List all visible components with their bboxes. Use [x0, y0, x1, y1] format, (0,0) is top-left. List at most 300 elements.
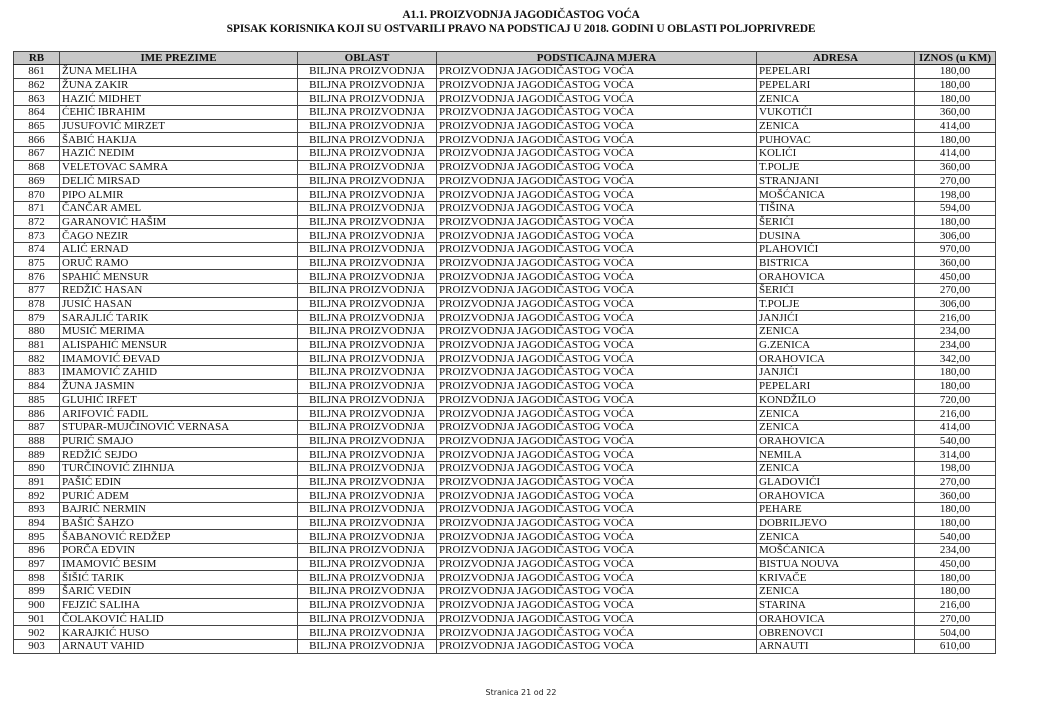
cell-ime-prezime: REDŽIĆ SEJDO: [60, 448, 298, 462]
cell-ime-prezime: ALISPAHIĆ MENSUR: [60, 338, 298, 352]
cell-rb: 887: [14, 420, 60, 434]
cell-rb: 882: [14, 352, 60, 366]
table-row: [14, 598, 996, 612]
cell-iznos: 216,00: [915, 598, 996, 612]
cell-rb: 877: [14, 284, 60, 298]
cell-iznos: 198,00: [915, 461, 996, 475]
cell-ime-prezime: ARNAUT VAHID: [60, 639, 298, 653]
cell-rb: 892: [14, 489, 60, 503]
cell-oblast: BILJNA PROIZVODNJA: [298, 188, 437, 202]
cell-adresa: MOŠĆANICA: [757, 544, 915, 558]
cell-oblast: BILJNA PROIZVODNJA: [298, 229, 437, 243]
cell-podsticajna-mjera: PROIZVODNJA JAGODIČASTOG VOĆA: [437, 147, 757, 161]
cell-ime-prezime: DELIĆ MIRSAD: [60, 174, 298, 188]
cell-iznos: 180,00: [915, 65, 996, 79]
cell-oblast: BILJNA PROIZVODNJA: [298, 530, 437, 544]
cell-ime-prezime: ORUČ RAMO: [60, 256, 298, 270]
cell-adresa: ORAHOVICA: [757, 270, 915, 284]
table-row: [14, 119, 996, 133]
cell-rb: 894: [14, 516, 60, 530]
cell-ime-prezime: BAŠIĆ ŠAHZO: [60, 516, 298, 530]
cell-rb: 883: [14, 366, 60, 380]
cell-ime-prezime: GLUHIĆ IRFET: [60, 393, 298, 407]
cell-iznos: 180,00: [915, 379, 996, 393]
cell-iznos: 234,00: [915, 325, 996, 339]
cell-adresa: T.POLJE: [757, 297, 915, 311]
cell-rb: 862: [14, 78, 60, 92]
cell-rb: 865: [14, 119, 60, 133]
cell-iznos: 360,00: [915, 160, 996, 174]
cell-adresa: VUKOTIĆI: [757, 106, 915, 120]
table-row: [14, 174, 996, 188]
cell-adresa: ŠERIĆI: [757, 284, 915, 298]
cell-iznos: 234,00: [915, 338, 996, 352]
table-row: [14, 270, 996, 284]
cell-ime-prezime: ALIĆ ERNAD: [60, 242, 298, 256]
cell-rb: 903: [14, 639, 60, 653]
table-row: [14, 448, 996, 462]
cell-iznos: 360,00: [915, 489, 996, 503]
cell-oblast: BILJNA PROIZVODNJA: [298, 78, 437, 92]
table-row: [14, 256, 996, 270]
cell-podsticajna-mjera: PROIZVODNJA JAGODIČASTOG VOĆA: [437, 489, 757, 503]
document-subtitle: SPISAK KORISNIKA KOJI SU OSTVARILI PRAVO NA PODSTICAJ U 2018. GODINI U OBLASTI POLJOPRIVREDE: [226, 23, 816, 35]
cell-podsticajna-mjera: PROIZVODNJA JAGODIČASTOG VOĆA: [437, 92, 757, 106]
cell-iznos: 180,00: [915, 78, 996, 92]
cell-adresa: ZENICA: [757, 461, 915, 475]
cell-oblast: BILJNA PROIZVODNJA: [298, 201, 437, 215]
cell-adresa: STRANJANI: [757, 174, 915, 188]
header-iznos: IZNOS (u KM): [915, 52, 996, 65]
cell-podsticajna-mjera: PROIZVODNJA JAGODIČASTOG VOĆA: [437, 379, 757, 393]
table-row: [14, 585, 996, 599]
cell-iznos: 180,00: [915, 571, 996, 585]
cell-ime-prezime: ŽUNA MELIHA: [60, 65, 298, 79]
cell-ime-prezime: PORČA EDVIN: [60, 544, 298, 558]
table-row: [14, 420, 996, 434]
cell-iznos: 360,00: [915, 256, 996, 270]
cell-ime-prezime: TURČINOVIĆ ZIHNIJA: [60, 461, 298, 475]
cell-rb: 872: [14, 215, 60, 229]
cell-oblast: BILJNA PROIZVODNJA: [298, 297, 437, 311]
cell-rb: 899: [14, 585, 60, 599]
header-adresa: ADRESA: [757, 52, 915, 65]
cell-adresa: PUHOVAC: [757, 133, 915, 147]
cell-iznos: 314,00: [915, 448, 996, 462]
table-row: [14, 160, 996, 174]
cell-iznos: 342,00: [915, 352, 996, 366]
cell-podsticajna-mjera: PROIZVODNJA JAGODIČASTOG VOĆA: [437, 530, 757, 544]
cell-iznos: 180,00: [915, 215, 996, 229]
header-ime-prezime: IME PREZIME: [60, 52, 298, 65]
cell-ime-prezime: ŠIŠIĆ TARIK: [60, 571, 298, 585]
cell-oblast: BILJNA PROIZVODNJA: [298, 393, 437, 407]
cell-oblast: BILJNA PROIZVODNJA: [298, 338, 437, 352]
cell-adresa: TIŠINA: [757, 201, 915, 215]
table-row: [14, 106, 996, 120]
cell-rb: 884: [14, 379, 60, 393]
cell-ime-prezime: VELETOVAC SAMRA: [60, 160, 298, 174]
cell-rb: 901: [14, 612, 60, 626]
cell-oblast: BILJNA PROIZVODNJA: [298, 639, 437, 653]
cell-oblast: BILJNA PROIZVODNJA: [298, 65, 437, 79]
cell-oblast: BILJNA PROIZVODNJA: [298, 557, 437, 571]
cell-podsticajna-mjera: PROIZVODNJA JAGODIČASTOG VOĆA: [437, 160, 757, 174]
cell-ime-prezime: PURIĆ ADEM: [60, 489, 298, 503]
table-row: [14, 544, 996, 558]
cell-adresa: PEHARE: [757, 503, 915, 517]
cell-podsticajna-mjera: PROIZVODNJA JAGODIČASTOG VOĆA: [437, 284, 757, 298]
cell-adresa: ZENICA: [757, 92, 915, 106]
cell-ime-prezime: HAZIĆ MIDHET: [60, 92, 298, 106]
table-row: [14, 297, 996, 311]
cell-ime-prezime: HAZIĆ NEDIM: [60, 147, 298, 161]
cell-ime-prezime: MUSIĆ MERIMA: [60, 325, 298, 339]
header-oblast: OBLAST: [298, 52, 437, 65]
cell-oblast: BILJNA PROIZVODNJA: [298, 174, 437, 188]
cell-podsticajna-mjera: PROIZVODNJA JAGODIČASTOG VOĆA: [437, 461, 757, 475]
table-row: [14, 284, 996, 298]
cell-oblast: BILJNA PROIZVODNJA: [298, 133, 437, 147]
cell-podsticajna-mjera: PROIZVODNJA JAGODIČASTOG VOĆA: [437, 393, 757, 407]
cell-rb: 885: [14, 393, 60, 407]
header-podsticajna-mjera: PODSTICAJNA MJERA: [437, 52, 757, 65]
cell-rb: 888: [14, 434, 60, 448]
cell-podsticajna-mjera: PROIZVODNJA JAGODIČASTOG VOĆA: [437, 256, 757, 270]
cell-adresa: ZENICA: [757, 119, 915, 133]
cell-rb: 889: [14, 448, 60, 462]
table-row: [14, 639, 996, 653]
cell-oblast: BILJNA PROIZVODNJA: [298, 544, 437, 558]
cell-iznos: 360,00: [915, 106, 996, 120]
cell-ime-prezime: PAŠIĆ EDIN: [60, 475, 298, 489]
cell-adresa: ZENICA: [757, 325, 915, 339]
cell-ime-prezime: PIPO ALMIR: [60, 188, 298, 202]
table-row: [14, 92, 996, 106]
cell-adresa: G.ZENICA: [757, 338, 915, 352]
cell-oblast: BILJNA PROIZVODNJA: [298, 106, 437, 120]
cell-oblast: BILJNA PROIZVODNJA: [298, 571, 437, 585]
cell-ime-prezime: FEJZIĆ SALIHA: [60, 598, 298, 612]
table-row: [14, 379, 996, 393]
cell-podsticajna-mjera: PROIZVODNJA JAGODIČASTOG VOĆA: [437, 215, 757, 229]
table-row: [14, 489, 996, 503]
cell-ime-prezime: IMAMOVIĆ BESIM: [60, 557, 298, 571]
cell-rb: 876: [14, 270, 60, 284]
cell-adresa: DOBRILJEVO: [757, 516, 915, 530]
cell-iznos: 180,00: [915, 585, 996, 599]
table-row: [14, 461, 996, 475]
cell-iznos: 270,00: [915, 475, 996, 489]
cell-adresa: ZENICA: [757, 585, 915, 599]
cell-ime-prezime: GARANOVIĆ HAŠIM: [60, 215, 298, 229]
cell-podsticajna-mjera: PROIZVODNJA JAGODIČASTOG VOĆA: [437, 338, 757, 352]
cell-adresa: ARNAUTI: [757, 639, 915, 653]
cell-adresa: ZENICA: [757, 407, 915, 421]
table-row: [14, 393, 996, 407]
header-rb: RB: [14, 52, 60, 65]
cell-rb: 869: [14, 174, 60, 188]
cell-oblast: BILJNA PROIZVODNJA: [298, 379, 437, 393]
table-row: [14, 325, 996, 339]
cell-adresa: MOŠĆANICA: [757, 188, 915, 202]
cell-podsticajna-mjera: PROIZVODNJA JAGODIČASTOG VOĆA: [437, 242, 757, 256]
cell-oblast: BILJNA PROIZVODNJA: [298, 626, 437, 640]
cell-rb: 898: [14, 571, 60, 585]
cell-oblast: BILJNA PROIZVODNJA: [298, 92, 437, 106]
cell-iznos: 450,00: [915, 557, 996, 571]
cell-podsticajna-mjera: PROIZVODNJA JAGODIČASTOG VOĆA: [437, 639, 757, 653]
cell-iznos: 270,00: [915, 612, 996, 626]
cell-podsticajna-mjera: PROIZVODNJA JAGODIČASTOG VOĆA: [437, 188, 757, 202]
cell-podsticajna-mjera: PROIZVODNJA JAGODIČASTOG VOĆA: [437, 557, 757, 571]
cell-adresa: PEPELARI: [757, 78, 915, 92]
cell-rb: 870: [14, 188, 60, 202]
cell-ime-prezime: KARAJKIĆ HUSO: [60, 626, 298, 640]
document-title: A1.1. PROIZVODNJA JAGODIČASTOG VOĆA: [402, 9, 640, 21]
cell-rb: 895: [14, 530, 60, 544]
cell-iznos: 180,00: [915, 92, 996, 106]
cell-iznos: 504,00: [915, 626, 996, 640]
cell-adresa: ORAHOVICA: [757, 352, 915, 366]
table-row: [14, 188, 996, 202]
cell-podsticajna-mjera: PROIZVODNJA JAGODIČASTOG VOĆA: [437, 352, 757, 366]
table-row: [14, 65, 996, 79]
table-row: [14, 516, 996, 530]
cell-oblast: BILJNA PROIZVODNJA: [298, 448, 437, 462]
cell-podsticajna-mjera: PROIZVODNJA JAGODIČASTOG VOĆA: [437, 229, 757, 243]
table-row: [14, 366, 996, 380]
cell-iznos: 540,00: [915, 530, 996, 544]
cell-ime-prezime: SARAJLIĆ TARIK: [60, 311, 298, 325]
cell-iznos: 180,00: [915, 503, 996, 517]
cell-podsticajna-mjera: PROIZVODNJA JAGODIČASTOG VOĆA: [437, 174, 757, 188]
cell-oblast: BILJNA PROIZVODNJA: [298, 434, 437, 448]
cell-rb: 881: [14, 338, 60, 352]
cell-adresa: ZENICA: [757, 530, 915, 544]
table-row: [14, 201, 996, 215]
cell-rb: 875: [14, 256, 60, 270]
cell-podsticajna-mjera: PROIZVODNJA JAGODIČASTOG VOĆA: [437, 434, 757, 448]
cell-rb: 868: [14, 160, 60, 174]
cell-adresa: KOLIĆI: [757, 147, 915, 161]
cell-oblast: BILJNA PROIZVODNJA: [298, 503, 437, 517]
cell-podsticajna-mjera: PROIZVODNJA JAGODIČASTOG VOĆA: [437, 65, 757, 79]
cell-rb: 879: [14, 311, 60, 325]
table-row: [14, 530, 996, 544]
cell-rb: 886: [14, 407, 60, 421]
cell-podsticajna-mjera: PROIZVODNJA JAGODIČASTOG VOĆA: [437, 516, 757, 530]
cell-adresa: PLAHOVIĆI: [757, 242, 915, 256]
cell-iznos: 270,00: [915, 174, 996, 188]
cell-podsticajna-mjera: PROIZVODNJA JAGODIČASTOG VOĆA: [437, 475, 757, 489]
cell-oblast: BILJNA PROIZVODNJA: [298, 311, 437, 325]
cell-podsticajna-mjera: PROIZVODNJA JAGODIČASTOG VOĆA: [437, 503, 757, 517]
cell-podsticajna-mjera: PROIZVODNJA JAGODIČASTOG VOĆA: [437, 612, 757, 626]
cell-ime-prezime: IMAMOVIĆ ĐEVAD: [60, 352, 298, 366]
cell-adresa: STARINA: [757, 598, 915, 612]
cell-iznos: 450,00: [915, 270, 996, 284]
cell-oblast: BILJNA PROIZVODNJA: [298, 475, 437, 489]
cell-rb: 874: [14, 242, 60, 256]
cell-rb: 902: [14, 626, 60, 640]
cell-adresa: PEPELARI: [757, 379, 915, 393]
cell-adresa: KONDŽILO: [757, 393, 915, 407]
table-row: [14, 407, 996, 421]
cell-adresa: BISTRICA: [757, 256, 915, 270]
cell-iznos: 540,00: [915, 434, 996, 448]
cell-iznos: 216,00: [915, 407, 996, 421]
table-body: [14, 65, 996, 654]
cell-podsticajna-mjera: PROIZVODNJA JAGODIČASTOG VOĆA: [437, 78, 757, 92]
cell-iznos: 198,00: [915, 188, 996, 202]
cell-iznos: 234,00: [915, 544, 996, 558]
cell-ime-prezime: ČAGO NEZIR: [60, 229, 298, 243]
cell-ime-prezime: BAJRIĆ NERMIN: [60, 503, 298, 517]
cell-rb: 896: [14, 544, 60, 558]
cell-iznos: 306,00: [915, 297, 996, 311]
cell-iznos: 180,00: [915, 133, 996, 147]
cell-adresa: JANJIĆI: [757, 311, 915, 325]
table-row: [14, 571, 996, 585]
beneficiaries-table: [13, 51, 996, 654]
cell-adresa: ORAHOVICA: [757, 612, 915, 626]
cell-oblast: BILJNA PROIZVODNJA: [298, 215, 437, 229]
cell-podsticajna-mjera: PROIZVODNJA JAGODIČASTOG VOĆA: [437, 366, 757, 380]
table-row: [14, 133, 996, 147]
cell-ime-prezime: ČOLAKOVIĆ HALID: [60, 612, 298, 626]
cell-podsticajna-mjera: PROIZVODNJA JAGODIČASTOG VOĆA: [437, 420, 757, 434]
table-row: [14, 557, 996, 571]
table-row: [14, 352, 996, 366]
cell-iznos: 306,00: [915, 229, 996, 243]
cell-rb: 866: [14, 133, 60, 147]
cell-ime-prezime: ARIFOVIĆ FADIL: [60, 407, 298, 421]
table-row: [14, 147, 996, 161]
cell-podsticajna-mjera: PROIZVODNJA JAGODIČASTOG VOĆA: [437, 626, 757, 640]
cell-ime-prezime: JUSUFOVIĆ MIRZET: [60, 119, 298, 133]
cell-rb: 893: [14, 503, 60, 517]
cell-podsticajna-mjera: PROIZVODNJA JAGODIČASTOG VOĆA: [437, 133, 757, 147]
cell-podsticajna-mjera: PROIZVODNJA JAGODIČASTOG VOĆA: [437, 106, 757, 120]
cell-iznos: 720,00: [915, 393, 996, 407]
cell-rb: 880: [14, 325, 60, 339]
cell-rb: 861: [14, 65, 60, 79]
cell-oblast: BILJNA PROIZVODNJA: [298, 407, 437, 421]
cell-iznos: 180,00: [915, 366, 996, 380]
cell-iznos: 594,00: [915, 201, 996, 215]
cell-podsticajna-mjera: PROIZVODNJA JAGODIČASTOG VOĆA: [437, 201, 757, 215]
cell-adresa: GLADOVIĆI: [757, 475, 915, 489]
page-footer: Stranica 21 od 22: [485, 688, 557, 697]
cell-adresa: PEPELARI: [757, 65, 915, 79]
cell-oblast: BILJNA PROIZVODNJA: [298, 598, 437, 612]
cell-oblast: BILJNA PROIZVODNJA: [298, 612, 437, 626]
cell-rb: 878: [14, 297, 60, 311]
table-row: [14, 338, 996, 352]
cell-oblast: BILJNA PROIZVODNJA: [298, 461, 437, 475]
cell-oblast: BILJNA PROIZVODNJA: [298, 366, 437, 380]
cell-podsticajna-mjera: PROIZVODNJA JAGODIČASTOG VOĆA: [437, 448, 757, 462]
table-row: [14, 311, 996, 325]
cell-rb: 890: [14, 461, 60, 475]
cell-iznos: 414,00: [915, 420, 996, 434]
cell-ime-prezime: ŠARIĆ VEDIN: [60, 585, 298, 599]
cell-iznos: 610,00: [915, 639, 996, 653]
cell-adresa: BISTUA NOUVA: [757, 557, 915, 571]
cell-podsticajna-mjera: PROIZVODNJA JAGODIČASTOG VOĆA: [437, 119, 757, 133]
cell-adresa: NEMILA: [757, 448, 915, 462]
cell-oblast: BILJNA PROIZVODNJA: [298, 256, 437, 270]
cell-ime-prezime: ŽUNA ZAKIR: [60, 78, 298, 92]
cell-adresa: ORAHOVICA: [757, 489, 915, 503]
cell-rb: 891: [14, 475, 60, 489]
table-row: [14, 475, 996, 489]
table-header-row: [14, 52, 996, 65]
cell-ime-prezime: STUPAR-MUJČINOVIĆ VERNASA: [60, 420, 298, 434]
cell-oblast: BILJNA PROIZVODNJA: [298, 284, 437, 298]
cell-oblast: BILJNA PROIZVODNJA: [298, 119, 437, 133]
cell-adresa: ORAHOVICA: [757, 434, 915, 448]
cell-oblast: BILJNA PROIZVODNJA: [298, 585, 437, 599]
cell-ime-prezime: ŽUNA JASMIN: [60, 379, 298, 393]
table-row: [14, 215, 996, 229]
cell-ime-prezime: JUSIĆ HASAN: [60, 297, 298, 311]
cell-rb: 873: [14, 229, 60, 243]
cell-podsticajna-mjera: PROIZVODNJA JAGODIČASTOG VOĆA: [437, 297, 757, 311]
table-row: [14, 626, 996, 640]
cell-adresa: ZENICA: [757, 420, 915, 434]
cell-oblast: BILJNA PROIZVODNJA: [298, 242, 437, 256]
cell-podsticajna-mjera: PROIZVODNJA JAGODIČASTOG VOĆA: [437, 311, 757, 325]
cell-oblast: BILJNA PROIZVODNJA: [298, 160, 437, 174]
table-row: [14, 242, 996, 256]
cell-rb: 864: [14, 106, 60, 120]
cell-iznos: 216,00: [915, 311, 996, 325]
cell-podsticajna-mjera: PROIZVODNJA JAGODIČASTOG VOĆA: [437, 598, 757, 612]
table-row: [14, 229, 996, 243]
cell-ime-prezime: ŠABANOVIĆ REDŽEP: [60, 530, 298, 544]
cell-iznos: 414,00: [915, 147, 996, 161]
cell-iznos: 180,00: [915, 516, 996, 530]
cell-rb: 867: [14, 147, 60, 161]
cell-adresa: ŠERIĆI: [757, 215, 915, 229]
cell-podsticajna-mjera: PROIZVODNJA JAGODIČASTOG VOĆA: [437, 544, 757, 558]
cell-podsticajna-mjera: PROIZVODNJA JAGODIČASTOG VOĆA: [437, 571, 757, 585]
cell-oblast: BILJNA PROIZVODNJA: [298, 516, 437, 530]
table-row: [14, 612, 996, 626]
cell-rb: 863: [14, 92, 60, 106]
table-row: [14, 78, 996, 92]
cell-adresa: OBRENOVCI: [757, 626, 915, 640]
cell-podsticajna-mjera: PROIZVODNJA JAGODIČASTOG VOĆA: [437, 585, 757, 599]
cell-ime-prezime: ĆEHIĆ IBRAHIM: [60, 106, 298, 120]
table-row: [14, 434, 996, 448]
cell-adresa: JANJIĆI: [757, 366, 915, 380]
cell-ime-prezime: IMAMOVIĆ ZAHID: [60, 366, 298, 380]
cell-adresa: DUSINA: [757, 229, 915, 243]
cell-rb: 897: [14, 557, 60, 571]
cell-iznos: 970,00: [915, 242, 996, 256]
cell-ime-prezime: ŠABIĆ HAKIJA: [60, 133, 298, 147]
cell-ime-prezime: SPAHIĆ MENSUR: [60, 270, 298, 284]
cell-oblast: BILJNA PROIZVODNJA: [298, 270, 437, 284]
table-row: [14, 503, 996, 517]
cell-podsticajna-mjera: PROIZVODNJA JAGODIČASTOG VOĆA: [437, 325, 757, 339]
cell-oblast: BILJNA PROIZVODNJA: [298, 420, 437, 434]
cell-adresa: T.POLJE: [757, 160, 915, 174]
cell-oblast: BILJNA PROIZVODNJA: [298, 325, 437, 339]
